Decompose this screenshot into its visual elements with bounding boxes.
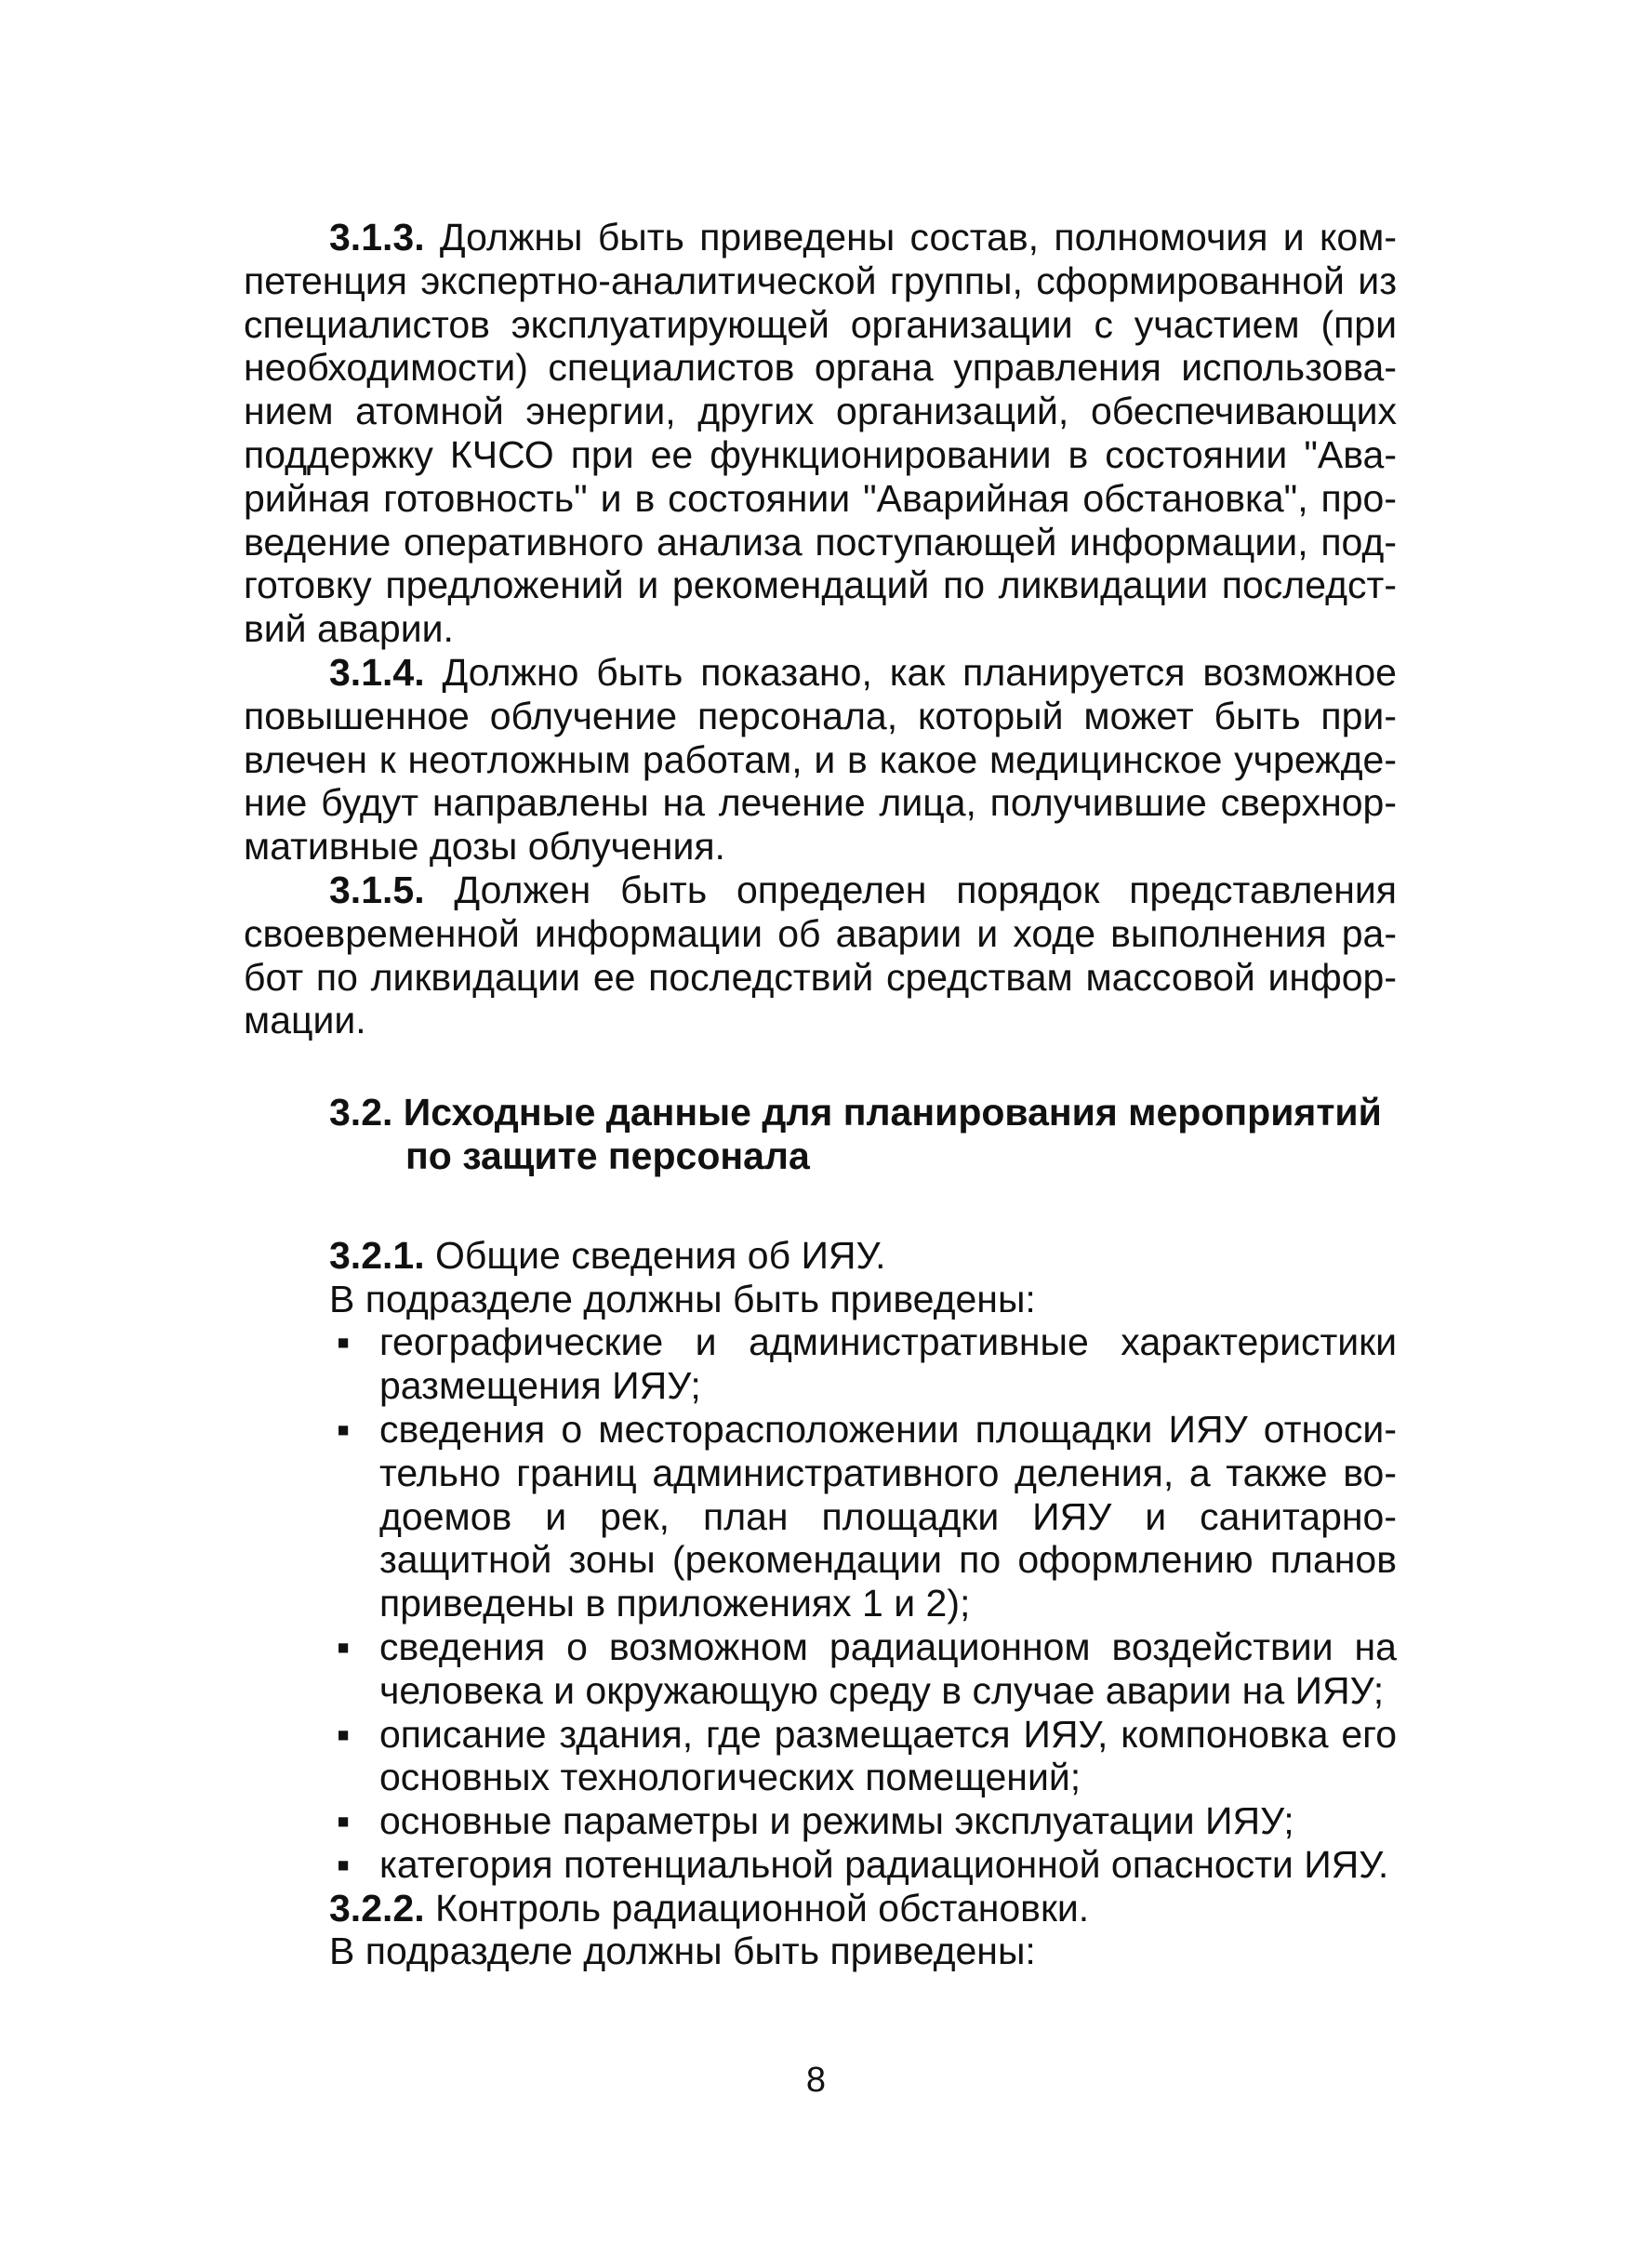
bullet-icon: ▪: [336, 1407, 351, 1451]
list-intro: В подразделе должны быть приведены:: [329, 1277, 1036, 1320]
list-item: [244, 1408, 1397, 1625]
section-heading-3-2: [244, 1091, 1397, 1178]
page-number: 8: [805, 2061, 827, 2100]
clause-text: Должен быть определен порядок представления своевременной информации об аварии и ходе выполнения работ по ликвидации ее последствий средствам массовой информации.: [244, 868, 1397, 1042]
list-item-text: сведения о возможном радиационном воздействии на человека и окружающую среду в случае аварии на ИЯУ;: [379, 1625, 1397, 1712]
requirements-list: [244, 1320, 1397, 1886]
bullet-icon: ▪: [336, 1320, 351, 1364]
heading-number: 3.2.: [329, 1091, 393, 1134]
heading-line-1: Исходные данные для планирования мероприятий: [392, 1091, 1382, 1134]
list-item: [244, 1843, 1397, 1887]
list-item: [244, 1799, 1397, 1843]
paragraph-3-2-2: [244, 1887, 1397, 1930]
list-item-text: описание здания, где размещается ИЯУ, компоновка его основных технологических помещений;: [379, 1712, 1397, 1799]
list-item: [244, 1625, 1397, 1713]
paragraph-3-1-5: [244, 869, 1397, 1042]
clause-text: Должны быть приведены состав, полномочия и компетенция экспертно-аналитической группы, сформированной из специалистов эксплуатирующей организации с участием (при необходимости) специалистов органа управления использованием атомной энергии, других организаций, обеспечивающих поддержку КЧСО при ее функционировании в состоянии "Аварийная готовность" и в состоянии "Аварийная обстановка", проведение оперативного анализа поступающей информации, подготовку предложений и рекомендаций по ликвидации последствий аварии.: [244, 216, 1397, 651]
clause-number: 3.1.5.: [329, 868, 425, 911]
clause-number: 3.1.3.: [329, 216, 425, 259]
page-content: [244, 216, 1397, 1973]
heading-line-2: по защите персонала: [405, 1134, 810, 1177]
bullet-icon: ▪: [336, 1712, 351, 1756]
paragraph-3-2-1: [244, 1234, 1397, 1278]
bullet-icon: ▪: [336, 1842, 351, 1886]
bullet-icon: ▪: [336, 1799, 351, 1843]
list-item-text: категория потенциальной радиационной опасности ИЯУ.: [379, 1842, 1389, 1886]
list-item: [244, 1320, 1397, 1408]
bullet-icon: ▪: [336, 1625, 351, 1668]
clause-number: 3.1.4.: [329, 650, 425, 694]
list-item-text: географические и административные характеристики размещения ИЯУ;: [379, 1320, 1397, 1408]
clause-text: Должно быть показано, как планируется возможное повышенное облучение персонала, который может быть привлечен к неотложным работам, и в какое медицинское учреждение будут направлены на лечение лица, получившие сверхнормативные дозы облучения.: [244, 650, 1397, 869]
clause-text: Контроль радиационной обстановки.: [424, 1886, 1090, 1930]
paragraph-3-1-4: [244, 651, 1397, 869]
list-item: [244, 1713, 1397, 1800]
list-item-text: сведения о месторасположении площадки ИЯУ относительно границ административного деления, а также водоемов и рек, план площадки ИЯУ и санитарно-защитной зоны (рекомендации по оформлению планов приведены в приложениях 1 и 2);: [379, 1407, 1397, 1625]
paragraph-3-1-3: [244, 216, 1397, 651]
clause-text: Общие сведения об ИЯУ.: [424, 1233, 886, 1277]
list-intro: В подразделе должны быть приведены:: [329, 1930, 1036, 1973]
list-item-text: основные параметры и режимы эксплуатации ИЯУ;: [379, 1799, 1294, 1843]
clause-number: 3.2.2.: [329, 1886, 425, 1930]
clause-number: 3.2.1.: [329, 1233, 425, 1277]
